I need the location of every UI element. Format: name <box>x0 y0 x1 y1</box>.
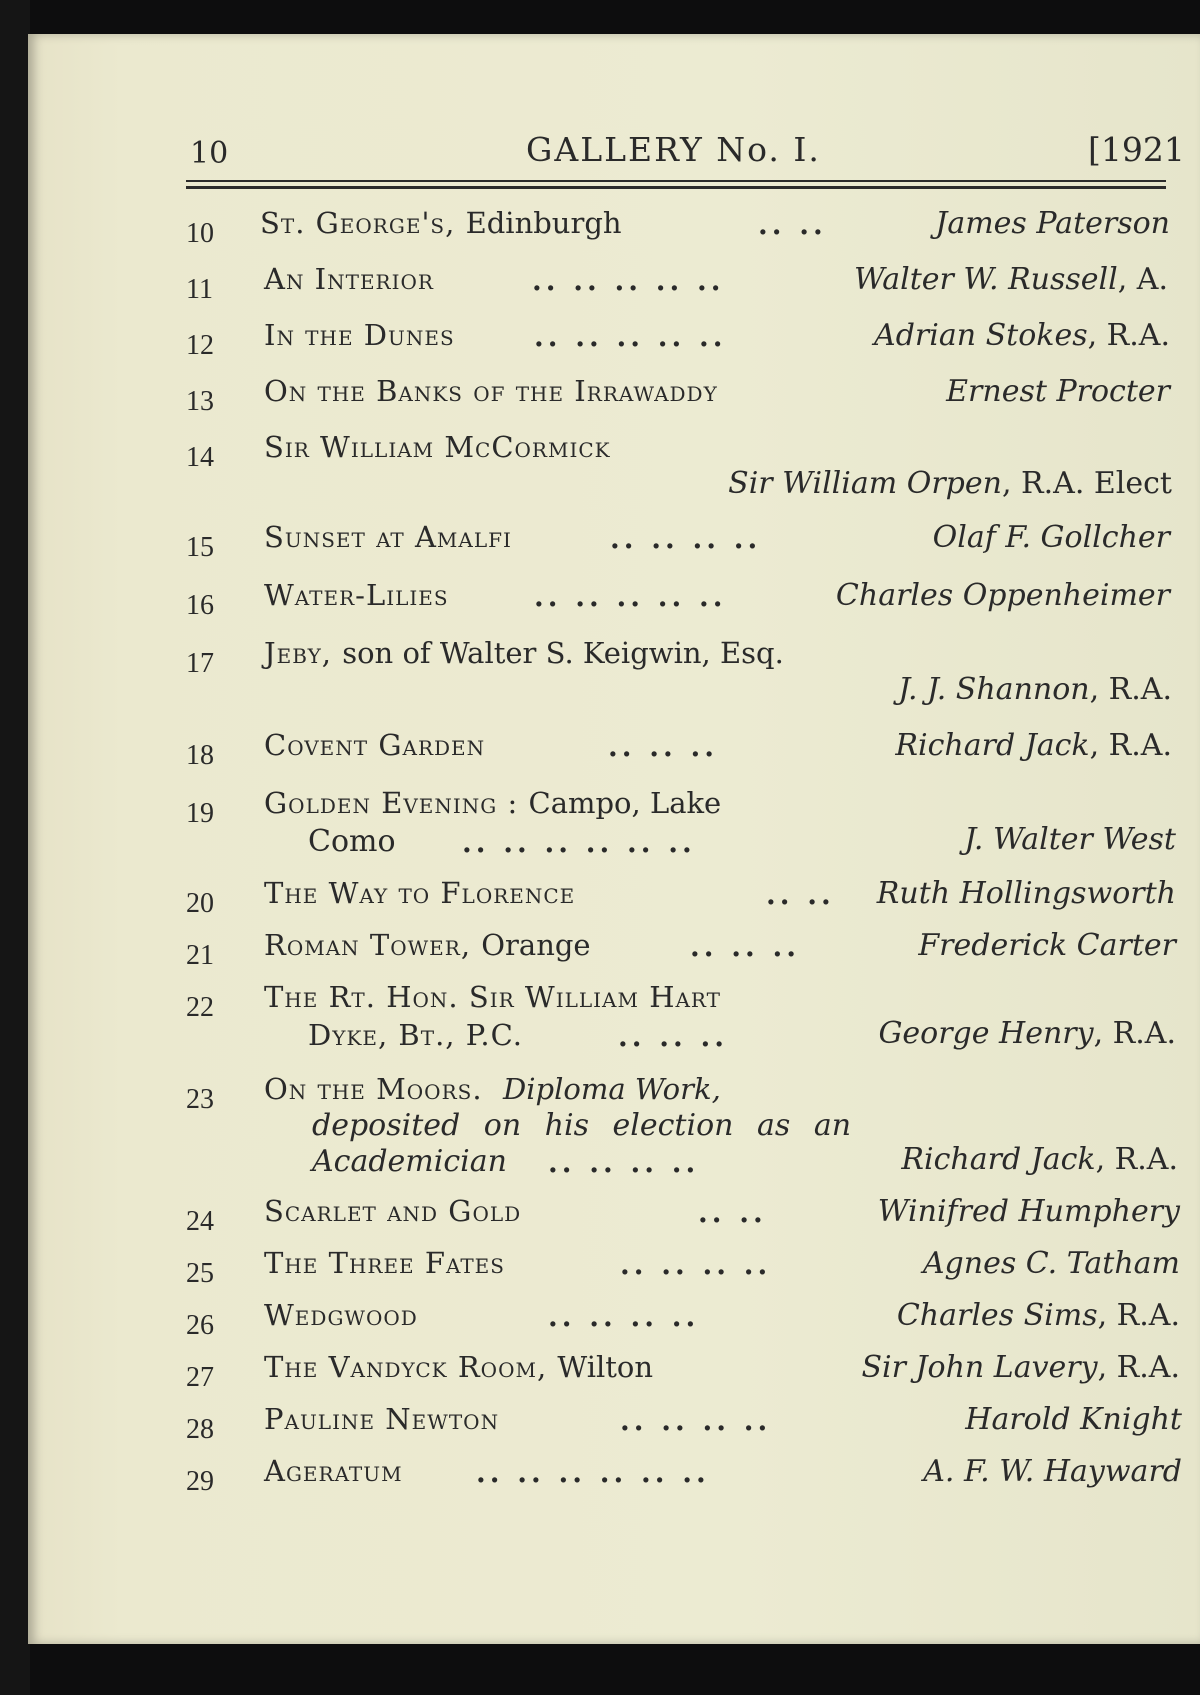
entry-artist: Sir John Lavery, R.A. <box>861 1350 1180 1385</box>
entry-title: In the Dunes <box>264 318 455 352</box>
entry-title: Jeby, son of Walter S. Keigwin, Esq. <box>264 636 784 670</box>
entry-artist: Ernest Procter <box>946 374 1170 409</box>
entry-artist: George Henry, R.A. <box>878 1016 1176 1051</box>
entry-artist: Charles Oppenheimer <box>835 578 1170 613</box>
entry-artist: Walter W. Russell, A. <box>854 262 1168 297</box>
catalogue-entry <box>0 1246 1200 1290</box>
entry-number: 23 <box>186 1084 214 1115</box>
entry-title: Roman Tower, Orange <box>264 928 591 962</box>
entry-number: 14 <box>186 442 214 473</box>
entry-artist: Agnes C. Tatham <box>922 1246 1180 1281</box>
catalogue-entry <box>0 876 1200 920</box>
catalogue-entry <box>0 636 1200 716</box>
leader-dots: .. .. .. .. .. .. <box>462 826 696 859</box>
entry-artist: Frederick Carter <box>918 928 1176 963</box>
entry-title: Sir William McCormick <box>264 430 611 464</box>
entry-title: Ageratum <box>264 1454 403 1488</box>
page-number: 10 <box>190 136 229 171</box>
leader-dots: .. .. .. .. .. <box>534 580 727 613</box>
entry-title-continued: Como <box>308 824 396 859</box>
entry-artist: Adrian Stokes, R.A. <box>874 318 1170 353</box>
entry-number: 18 <box>186 740 214 771</box>
leader-dots: .. .. .. .. <box>620 1248 772 1281</box>
entry-note: deposited on his election as an <box>312 1108 852 1143</box>
entry-artist: Olaf F. Gollcher <box>932 520 1170 555</box>
catalogue-entry <box>0 728 1200 772</box>
entry-artist: Richard Jack, R.A. <box>901 1142 1178 1177</box>
entry-artist: J. J. Shannon, R.A. <box>898 672 1172 707</box>
leader-dots: .. .. <box>698 1196 767 1229</box>
entry-title: Scarlet and Gold <box>264 1194 522 1228</box>
entry-title: Sunset at Amalfi <box>264 520 512 554</box>
catalogue-entry <box>0 1350 1200 1394</box>
entry-title: Pauline Newton <box>264 1402 500 1436</box>
entry-number: 13 <box>186 386 214 417</box>
entry-number: 26 <box>186 1310 214 1341</box>
catalogue-entry <box>0 1402 1200 1446</box>
entry-title: An Interior <box>264 262 434 296</box>
entry-title: The Vandyck Room, Wilton <box>264 1350 654 1384</box>
entry-artist: James Paterson <box>935 206 1170 241</box>
entry-title: Water-Lilies <box>264 578 449 612</box>
entry-title: Covent Garden <box>264 728 486 762</box>
catalogue-entry <box>0 786 1200 866</box>
entry-number: 20 <box>186 888 214 919</box>
entry-number: 16 <box>186 590 214 621</box>
catalogue-entry <box>0 262 1200 306</box>
leader-dots: .. .. .. <box>690 930 800 963</box>
entry-title: St. George's, Edinburgh <box>260 206 622 240</box>
entry-number: 10 <box>186 218 214 249</box>
entry-artist: Richard Jack, R.A. <box>895 728 1172 763</box>
catalogue-entry <box>0 318 1200 362</box>
entry-title: Golden Evening : Campo, Lake <box>264 786 722 820</box>
leader-dots: .. .. <box>758 208 827 241</box>
entry-title: On the Moors. Diploma Work, <box>264 1072 721 1106</box>
catalogue-entry <box>0 1298 1200 1342</box>
entry-artist: A. F. W. Hayward <box>923 1454 1182 1489</box>
leader-dots: .. .. .. .. <box>548 1146 700 1179</box>
entry-number: 27 <box>186 1362 214 1393</box>
catalogue-entry <box>0 1072 1200 1192</box>
header-rule <box>186 180 1166 182</box>
catalogue-entry <box>0 430 1200 510</box>
leader-dots: .. .. .. .. .. <box>532 264 725 297</box>
entry-number: 28 <box>186 1414 214 1445</box>
catalogue-entry <box>0 1454 1200 1498</box>
entry-number: 12 <box>186 330 214 361</box>
entry-note-continued: Academician <box>312 1144 507 1179</box>
entry-artist: J. Walter West <box>964 822 1176 857</box>
entry-title: Wedgwood <box>264 1298 418 1332</box>
leader-dots: .. .. <box>766 878 835 911</box>
entry-artist: Winifred Humphery <box>877 1194 1180 1229</box>
entry-number: 24 <box>186 1206 214 1237</box>
catalogue-entry <box>0 374 1200 418</box>
running-title: GALLERY No. I. <box>526 130 821 169</box>
catalogue-entry <box>0 980 1200 1060</box>
header-rule-double <box>186 186 1166 189</box>
entry-title: On the Banks of the Irrawaddy <box>264 374 718 408</box>
leader-dots: .. .. .. .. <box>610 522 762 555</box>
leader-dots: .. .. .. .. <box>548 1300 700 1333</box>
catalogue-entry <box>0 520 1200 564</box>
year-heading: [1921 <box>1088 130 1185 169</box>
entry-number: 17 <box>186 648 214 679</box>
leader-dots: .. .. .. .. .. <box>534 320 727 353</box>
entry-artist: Harold Knight <box>965 1402 1182 1437</box>
catalogue-entry <box>0 1194 1200 1238</box>
catalogue-entry <box>0 206 1200 250</box>
entry-title-continued: Dyke, Bt., P.C. <box>308 1018 523 1052</box>
entry-number: 21 <box>186 940 214 971</box>
entry-title: The Rt. Hon. Sir William Hart <box>264 980 721 1014</box>
entry-artist: Ruth Hollingsworth <box>876 876 1176 911</box>
entry-title: The Three Fates <box>264 1246 505 1280</box>
entry-number: 15 <box>186 532 214 563</box>
leader-dots: .. .. .. .. <box>620 1404 772 1437</box>
catalogue-entry <box>0 578 1200 622</box>
entry-artist: Sir William Orpen, R.A. Elect <box>728 466 1172 501</box>
entry-number: 19 <box>186 798 214 829</box>
leader-dots: .. .. .. .. .. .. <box>476 1456 710 1489</box>
entry-title: The Way to Florence <box>264 876 576 910</box>
catalogue-entry <box>0 928 1200 972</box>
entry-number: 22 <box>186 992 214 1023</box>
entry-artist: Charles Sims, R.A. <box>896 1298 1180 1333</box>
entry-number: 29 <box>186 1466 214 1497</box>
entry-number: 25 <box>186 1258 214 1289</box>
entry-number: 11 <box>186 274 213 305</box>
leader-dots: .. .. .. <box>618 1020 728 1053</box>
leader-dots: .. .. .. <box>608 730 718 763</box>
